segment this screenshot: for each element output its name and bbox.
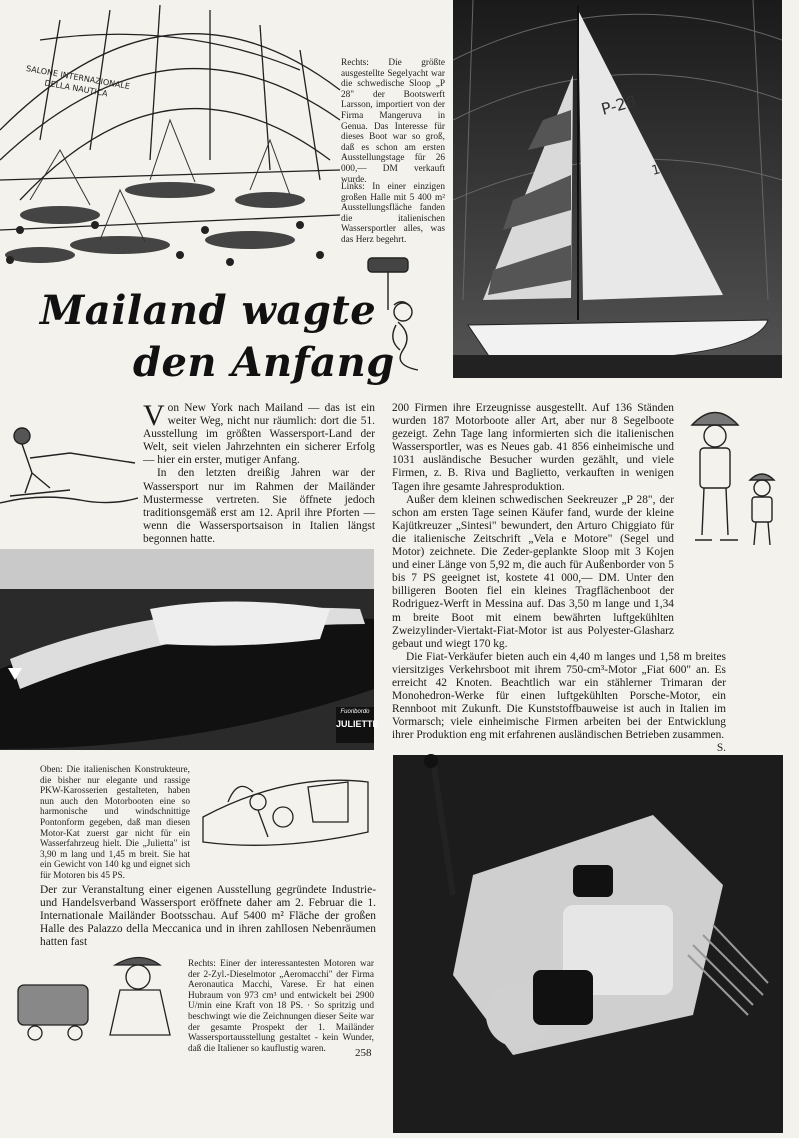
headline-line-2: den Anfang (133, 339, 395, 386)
skier-drawing (0, 418, 138, 508)
caption-sailing-yacht: Rechts: Die größte ausgestellte Segelyacht war die schwedische Sloop „P 28" der Bootswerft Larsson, importiert von der Firma Mangeruva in Genua. Das Interesse für dieses Boot war so groß, daß es schon am ersten Ausstellungstage für 26 000,— DM verkauft wurde. (341, 58, 445, 185)
caption-exhibition-hall: Links: In einer einzigen großen Halle mit 5 400 m² Ausstellungsfläche fanden die italienischen Wassersportler alles, was das Herz begehrt. (341, 182, 445, 245)
woman-steering-sketch (198, 762, 376, 862)
water-skier-sketch (0, 418, 138, 508)
hall-drawing (0, 0, 340, 272)
article-col1-p1: on New York nach Mailand — das ist ein weiter Weg, nicht nur räumlich: dort die 51. Ausstellung im größten Wassersport-Land der Welt, seit vielen Jahrzehnten ein sicherer Erfolg — hier ein erster, mutiger Anfang. (143, 402, 375, 467)
caption-diesel-engine: Rechts: Einer der interessantesten Motoren war der 2-Zyl.-Dieselmotor „Aeromacchi" der Firma Aeronautica Macchi, Varese. Er hat einen Hubraum von 973 cm³ und entwickelt bei 2900 U/min eine Kraft von 18 PS. · So spritzig und beschwingt wie die Zeichnungen dieser Seite war der gesamte Prospekt der 1. Mailänder Wassersportausstellung gestaltet - kein Wunder, daß die Italiener so kauflustig waren. (188, 959, 374, 1054)
caption-julietta: Oben: Die italienischen Konstrukteure, die bisher nur elegante und rassige PKW-Karosserien gestalteten, haben nun auch den Motorbooten eine so harmonische und windschnittige Pontonform gegeben, daß man diesen Motor-Kat zuerst gar nicht für ein Wasserfahrzeug hielt. Die „Julietta" ist 3,90 m lang und 1,45 m breit. Sie hat ein Gewicht von 140 kg und eignet sich für Motoren bis 45 PS. (40, 765, 190, 881)
page-number: 258 (355, 1047, 372, 1059)
article-signature: S. (716, 742, 726, 755)
captain-drawing (10, 955, 182, 1045)
sailboat-photo (453, 0, 782, 378)
salone-sign: SALONE INTERNAZIONALE DELLA NAUTICA (25, 64, 131, 99)
article-column-1-bottom (40, 884, 376, 949)
engine-image (393, 755, 783, 1133)
engine-captain-sketch (10, 955, 182, 1045)
hull-number: 101 (650, 157, 679, 179)
article-column-2 (392, 402, 726, 756)
article-col1-p2: In den letzten dreißig Jahren war der Wassersport nur im Rahmen der Mailänder Mustermesse vertreten. Sie öffnete jedoch traditionsgemäß erst am 12. April ihre Pforten — wenn die Wassersportsaison in Italien längst begonnen hatte. (143, 467, 375, 545)
fireman-child-sketch (680, 400, 795, 550)
fireman-drawing (680, 400, 795, 550)
sail-number: P-28 (599, 91, 639, 119)
julietta-badge (336, 707, 379, 743)
article-col2-p1: 200 Firmen ihre Erzeugnisse ausgestellt. Auf 136 Ständen wurden 187 Motorboote aller Art, aber nur 8 Segelboote gezeigt. Zehn Tage lang informierten sich die italienischen Wassersportler, was es Neues gab. 41 856 einheimische und 1031 ausländische Besucher wurden gezählt, und viele Firmen, z. B. Riva und Baglietto, verkauften in wenigen Tagen ihre gesamte Jahresproduktion. (392, 402, 674, 493)
article-col2-p2: Außer dem kleinen schwedischen Seekreuzer „P 28", der schon am ersten Tage seinen Käufer fand, wurde der kleine Kajütkreuzer „Sintesi" bewundert, den Arturo Chiggiato für die italienische Zeitschrift „Vela e Motore" (Segel und Motor) zeichnete. Die Zeder-geplankte Sloop mit 3 Kojen und einer Länge von 5,92 m, die auch für Außenborder von 5 bis 7 PS geeignet ist, kostete 41 000,— DM. Unter den billigeren Booten fiel ein kleines Tragflächenboot der Rodriguez-Werft in Messina auf. Das 3,50 m lange und 1,34 m breite Boot mit einem bewährten luftgekühlten Zweizylinder-Viertakt-Fiat-Motor ist aus Polyester-Glasharz gebaut und wiegt 170 kg. (392, 493, 674, 650)
badge-line-1: Fuoribordo (340, 709, 370, 715)
headline-line-1: Mailand wagte (40, 287, 377, 334)
badge-line-2: JULIETTE (336, 719, 379, 729)
exhibition-hall-sketch (0, 0, 340, 272)
julietta-boat-photo (0, 549, 379, 750)
article-col2-p3: Die Fiat-Verkäufer bieten auch ein 4,40 m langes und 1,58 m breites viersitziges Verkehrsboot mit ihrem 750-cm³-Motor „Fiat 600" an. Es erreicht 42 Knoten. Beachtlich war ein stählerner Trimaran der Monohedron-Werke für einen luftgekühlten Porsche-Motor, ein Rennboot mit Zukunft. Die Kunststoffbauweise ist auch in Italien im Vormarsch; viele einheimische Firmen arbeiten bei der Entwicklung ihrer Produktion eng mit erfahrenen ausländischen Betrieben zusammen. (392, 650, 726, 742)
diesel-engine-photo (393, 755, 783, 1133)
julietta-image (0, 549, 379, 750)
steering-drawing (198, 762, 376, 862)
article-col1-p3: Der zur Veranstaltung einer eigenen Ausstellung gegründete Industrie- und Handelsverband Wassersport eröffnete daher am 2. Februar die 1. Internationale Mailänder Bootsschau. Auf 5400 m² Fläche der großen Halle des Palazzo della Meccanica und in ihren zahllosen Nebenräumen hatten fast (40, 884, 376, 949)
sailboat-image (453, 0, 782, 378)
article-column-1-top (143, 399, 375, 546)
article-dropcap: V (143, 399, 165, 432)
